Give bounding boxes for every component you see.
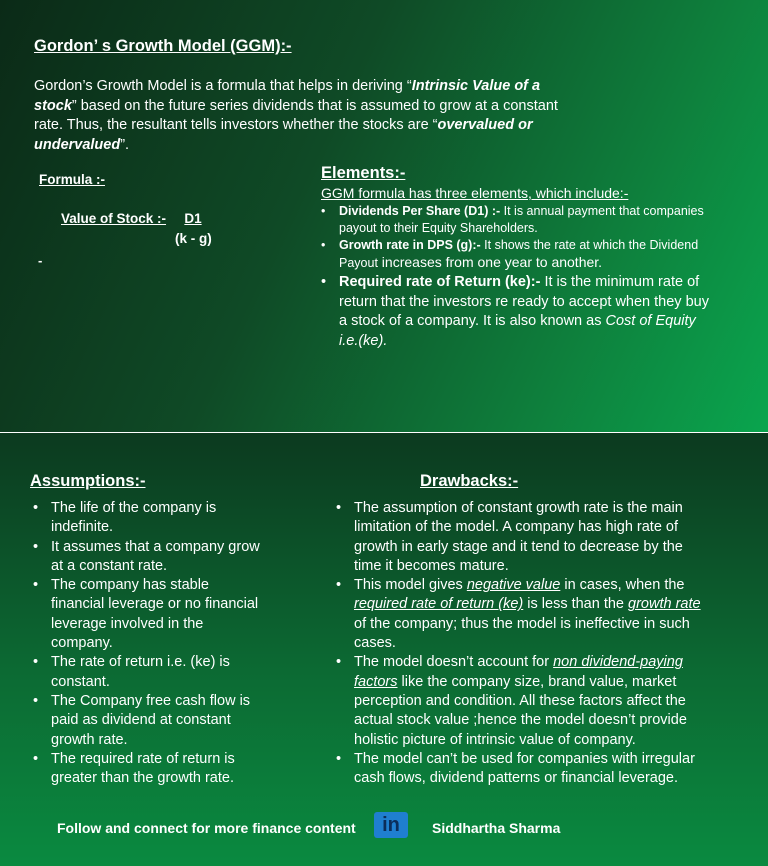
formula-numerator: D1 <box>184 211 202 226</box>
list-item: • The Company free cash flow is paid as dividend at constant growth rate. <box>33 692 263 750</box>
drawbacks-heading: Drawbacks:- <box>420 472 519 490</box>
list-item: • The model can’t be used for companies with irregular cash flows, dividend patterns or financial leverage. <box>336 750 706 789</box>
formula-dot: - <box>38 253 43 268</box>
footer-follow-text: Follow and connect for more finance content <box>57 820 356 836</box>
elements-heading: Elements:- <box>321 164 406 182</box>
elements-subheading: GGM formula has three elements, which include:- <box>321 185 629 201</box>
list-item: • This model gives negative value in cases, when the required rate of return (ke) is less than the growth rate of the company; thus the model is ineffective in such cases. <box>336 576 706 653</box>
list-item: • The assumption of constant growth rate is the main limitation of the model. A company has high rate of growth in early stage and it tend to decrease by the time it becomes mature. <box>336 499 706 576</box>
list-item: • The rate of return i.e. (ke) is constant. <box>33 653 263 692</box>
list-item: • It assumes that a company grow at a constant rate. <box>33 538 263 577</box>
formula-label: Value of Stock :- <box>61 211 167 226</box>
list-item: • The required rate of return is greater than the growth rate. <box>33 750 263 789</box>
list-item: • Dividends Per Share (D1) :- It is annual payment that companies payout to their Equity Shareholders. <box>321 203 711 237</box>
linkedin-icon[interactable]: in <box>374 812 408 838</box>
assumptions-heading: Assumptions:- <box>30 472 146 490</box>
assumptions-list <box>33 499 263 788</box>
list-item: • The model doesn’t account for non dividend-paying factors like the company size, brand value, market perception and condition. All these factors affect the actual stock value ;hence the model doesn’t provide holistic picture of intrinsic value of company. <box>336 653 706 749</box>
drawbacks-list <box>336 499 706 788</box>
list-item: • The life of the company is indefinite. <box>33 499 263 538</box>
list-item: • The company has stable financial leverage or no financial leverage involved in the company. <box>33 576 263 653</box>
list-item: • Required rate of Return (ke):- It is the minimum rate of return that the investors re ready to accept when they buy a stock of a company. It is also known as Cost of Equity i.e.(ke). <box>321 273 711 351</box>
elements-list <box>321 203 711 351</box>
intro-paragraph: Gordon’s Growth Model is a formula that helps in deriving “Intrinsic Value of a stock” based on the future series dividends that is assumed to grow at a constant rate. Thus, the resultant tells investors whether the stocks are “overvalued or undervalued”. <box>34 78 558 153</box>
formula-heading: Formula :- <box>39 172 105 187</box>
list-item: • Growth rate in DPS (g):- It shows the rate at which the Dividend Payout increases from one year to another. <box>321 237 711 272</box>
formula-denominator: (k - g) <box>175 231 212 246</box>
page-title: Gordon’ s Growth Model (GGM):- <box>34 37 292 55</box>
author-name: Siddhartha Sharma <box>432 820 561 836</box>
